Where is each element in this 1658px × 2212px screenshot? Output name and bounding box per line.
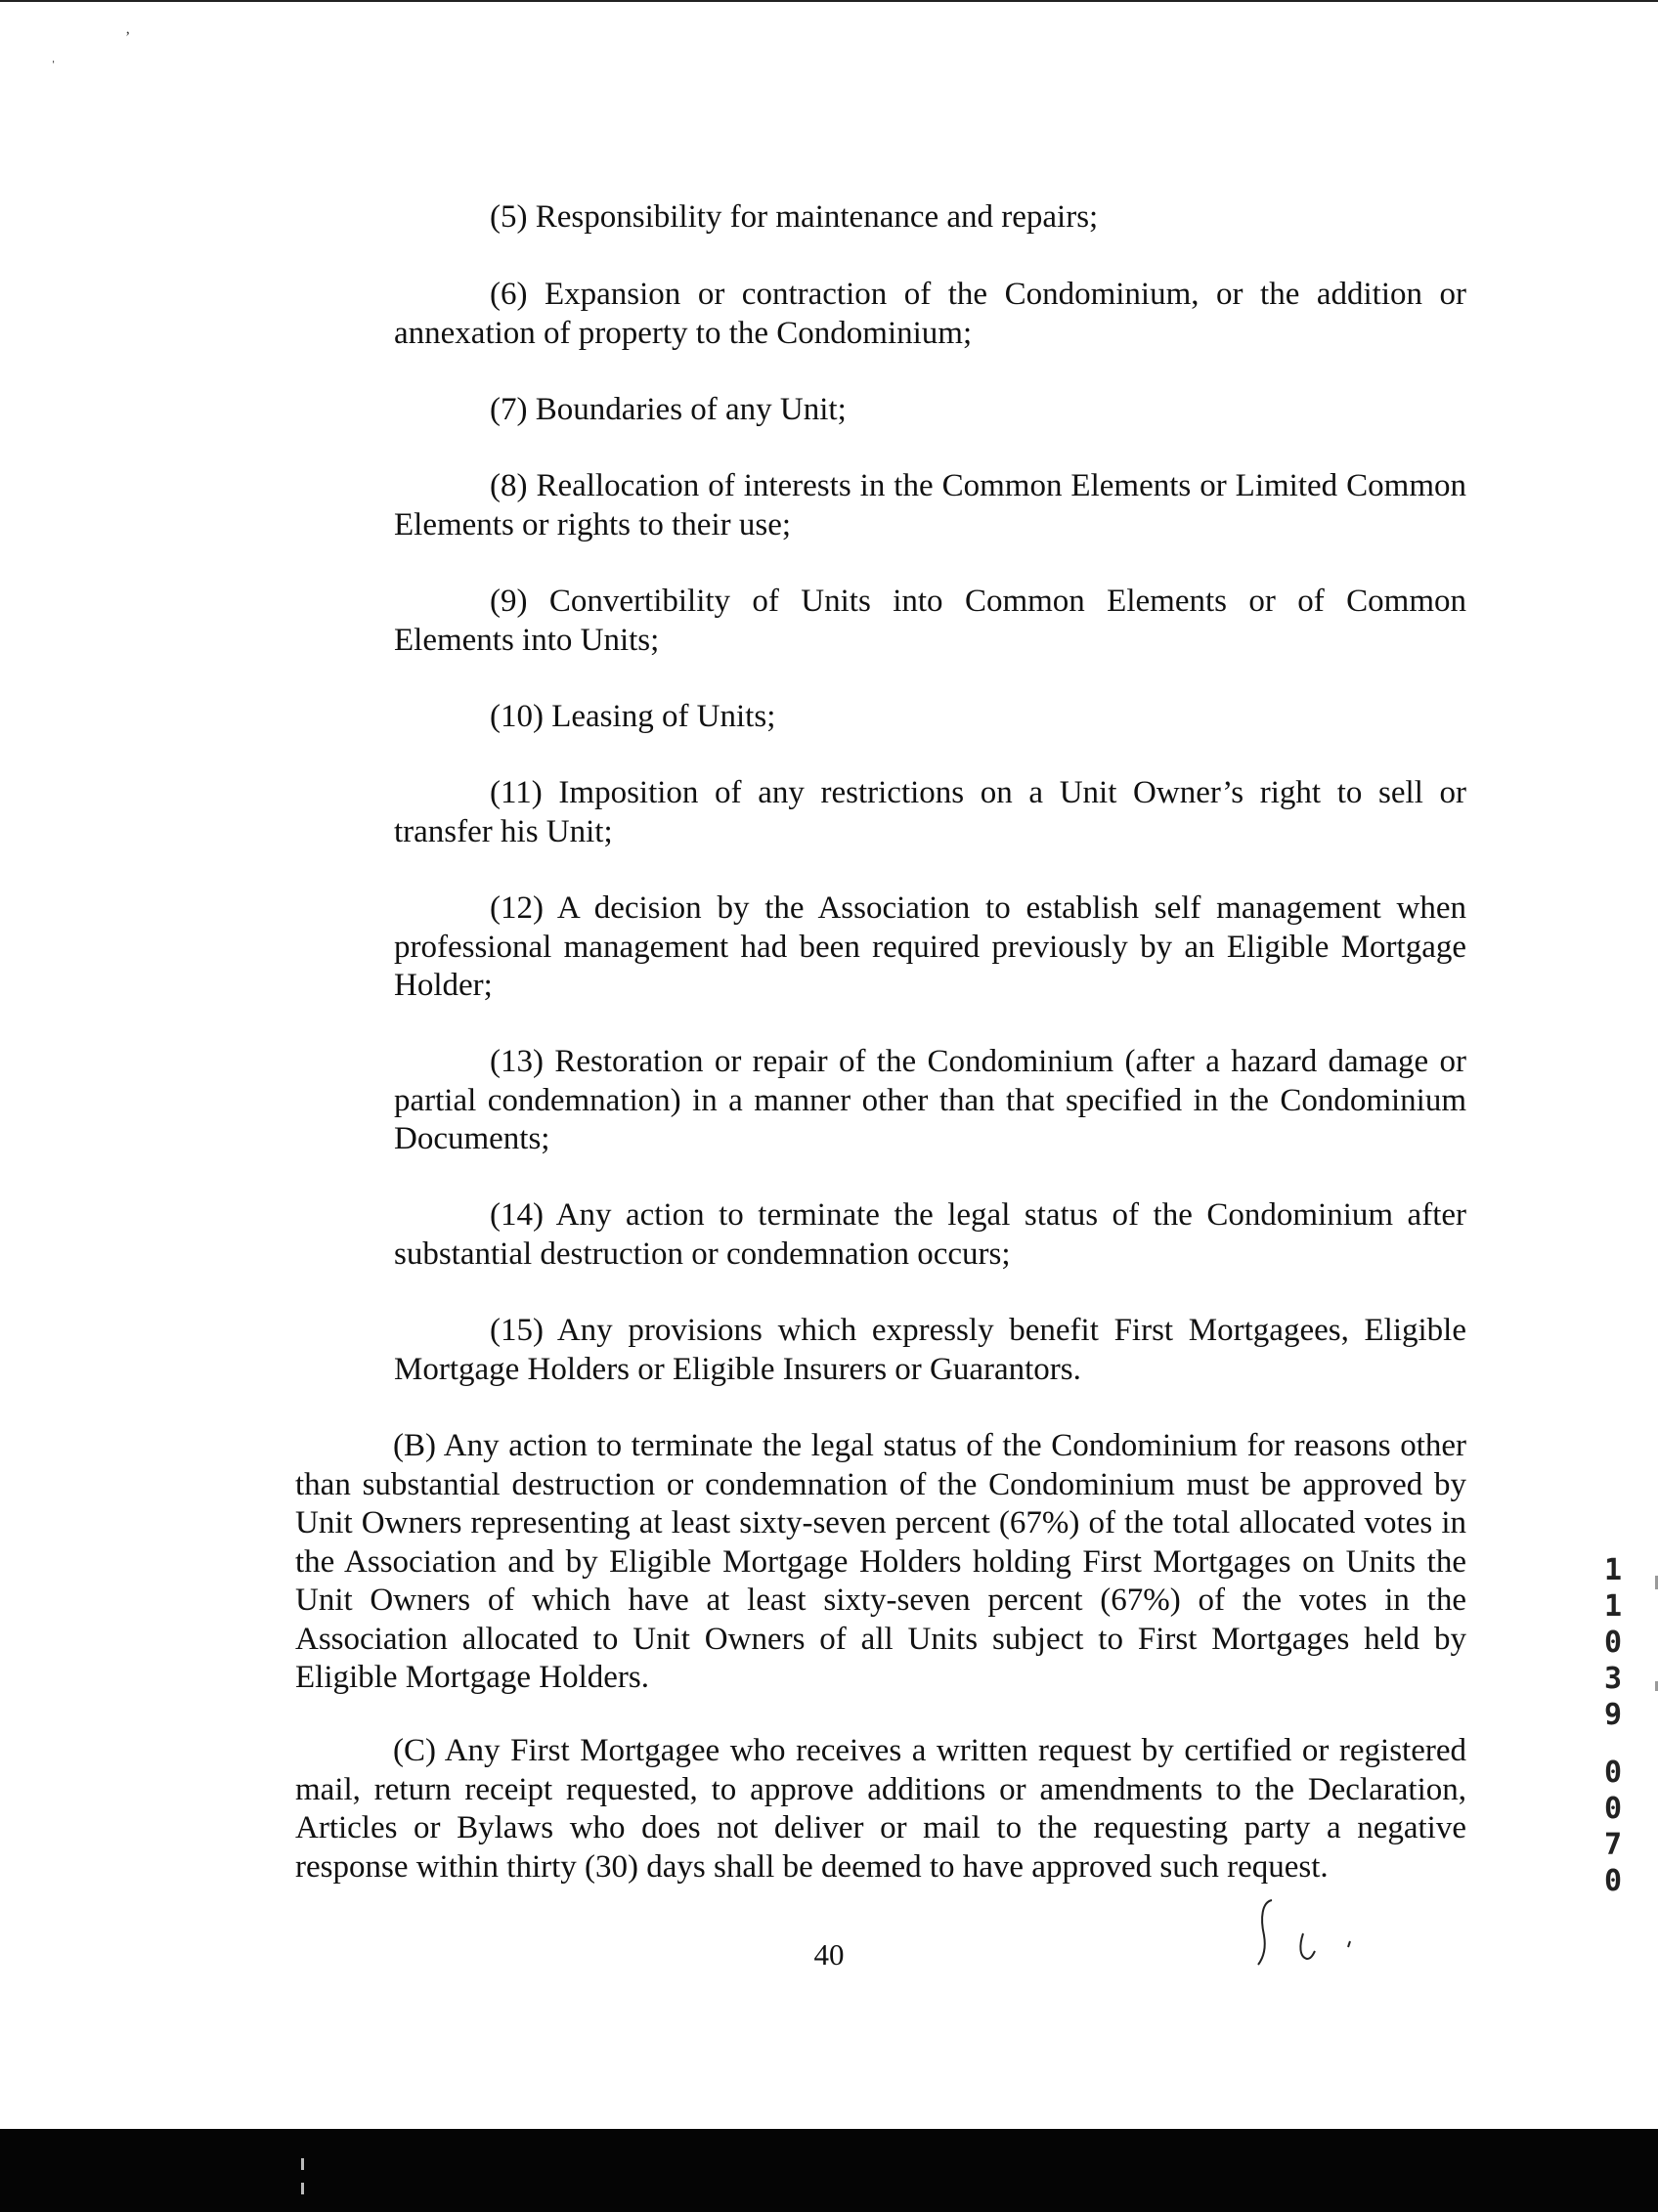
stamp-digit: 9 [1603, 1698, 1623, 1732]
stamp-digit: 3 [1603, 1662, 1623, 1696]
list-item: (15) Any provisions which expressly benefit First Mortgagees, Eligible Mortgage Holders or Eligible Insurers or Guarantors. [394, 1313, 1466, 1387]
stamp-digit: 0 [1603, 1626, 1623, 1660]
scan-edge-mark [301, 2183, 304, 2194]
scan-bottom-border [0, 2129, 1658, 2212]
list-item: (8) Reallocation of interests in the Common Elements or Limited Common Elements or rights to their use; [394, 468, 1466, 542]
page-number: 40 [813, 1937, 845, 1972]
stamp-gap [1593, 1733, 1633, 1755]
scan-speck: ʼ [125, 29, 131, 46]
stamp-digit: 0 [1603, 1864, 1623, 1898]
list-item: (10) Leasing of Units; [490, 699, 776, 734]
list-item: (7) Boundaries of any Unit; [490, 392, 847, 427]
page-top-edge [0, 0, 1658, 2]
paragraph-b: (B) Any action to terminate the legal status of the Condominium for reasons other than substantial destruction or condemnation of the Condominium must be approved by Unit Owners representing at least sixty-seven percent (67%) of the total allocated votes in the Association and by Eligible Mortgage Holders holding First Mortgages on Units the Unit Owners of which have at least sixty-seven percent (67%) of the votes in the Association allocated to Unit Owners of all Units subject to First Mortgages held by Eligible Mortgage Holders. [295, 1428, 1466, 1695]
stamp-digit: 1 [1603, 1553, 1623, 1587]
paragraph-c: (C) Any First Mortgagee who receives a written request by certified or registered mail, return receipt requested, to approve additions or amendments to the Declaration, Articles or Bylaws who does not deliver or mail to the requesting party a negative response within thirty (30) days shall be deemed to have approved such request. [295, 1733, 1466, 1885]
stamp-digit: 0 [1603, 1756, 1623, 1790]
list-item: (11) Imposition of any restrictions on a Unit Owner’s right to sell or transfer his Unit; [394, 775, 1466, 849]
list-item: (14) Any action to terminate the legal status of the Condominium after substantial destruction or condemnation occurs; [394, 1197, 1466, 1272]
initials-signature [1256, 1896, 1374, 1974]
stamp-digit: 7 [1603, 1828, 1623, 1862]
stamp-digit: 1 [1603, 1589, 1623, 1624]
scan-edge-mark [301, 2158, 304, 2170]
recording-stamp [1593, 1552, 1633, 1899]
list-item: (12) A decision by the Association to establish self management when professional management had been required previously by an Eligible Mortgage Holder; [394, 890, 1466, 1003]
stamp-digit: 0 [1603, 1792, 1623, 1826]
scan-speck: ˈ [51, 59, 57, 75]
list-item: (5) Responsibility for maintenance and repairs; [490, 199, 1099, 235]
list-item: (9) Convertibility of Units into Common Elements or of Common Elements into Units; [394, 584, 1466, 658]
list-item: (6) Expansion or contraction of the Condominium, or the addition or annexation of property to the Condominium; [394, 277, 1466, 351]
list-item: (13) Restoration or repair of the Condominium (after a hazard damage or partial condemnation) in a manner other than that specified in the Condominium Documents; [394, 1044, 1466, 1156]
